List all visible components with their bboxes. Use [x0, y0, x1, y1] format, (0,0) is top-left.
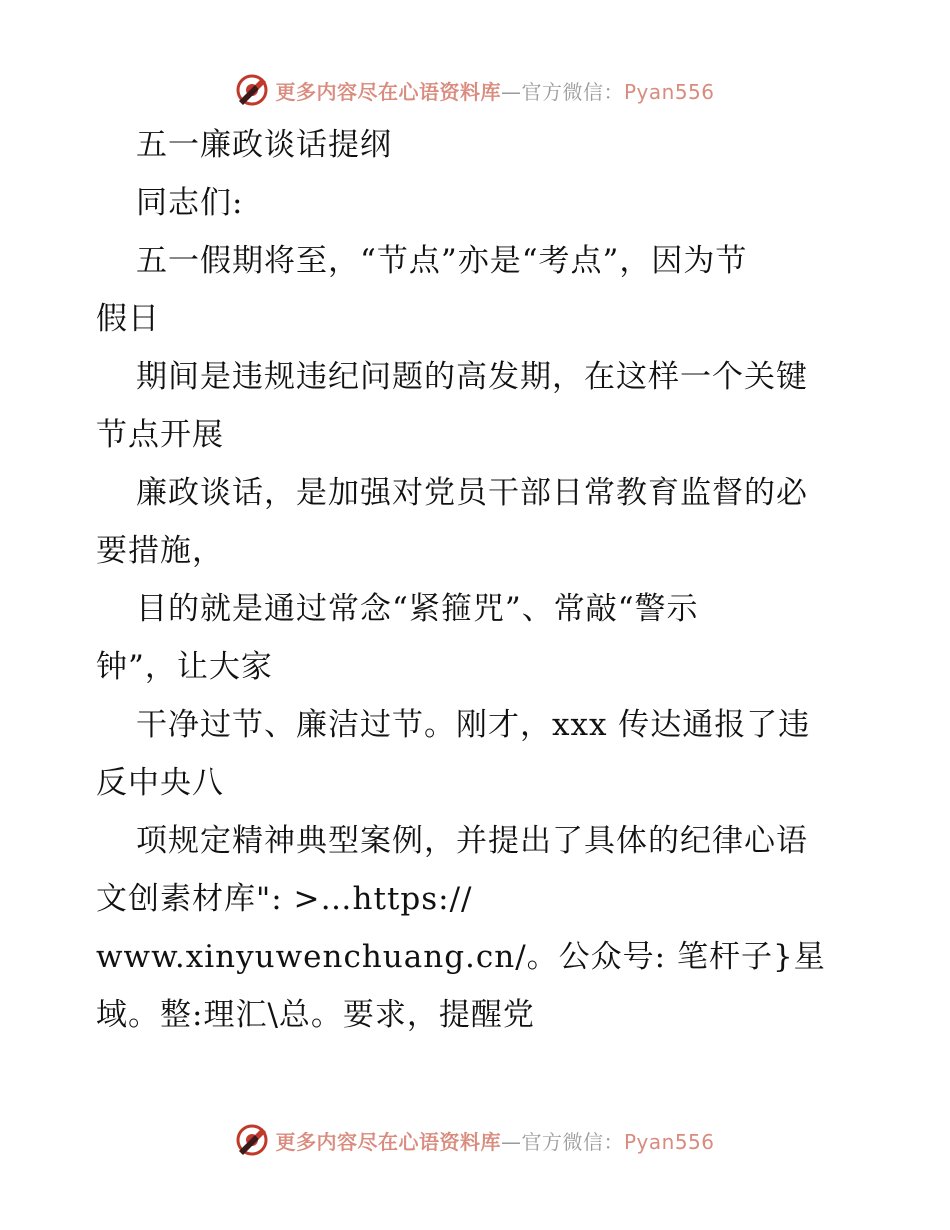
text-line: 同志们:	[136, 185, 244, 221]
banner-account: Pyan556	[623, 79, 715, 104]
text-line: 干净过节、廉洁过节。刚才，xxx 传达通报了违	[136, 707, 811, 743]
text-line: 节点开展	[96, 417, 224, 453]
banner-main-text: 更多内容尽在心语资料库	[275, 1129, 501, 1154]
banner-dash: —	[500, 79, 522, 104]
text-line: 要措施，	[96, 533, 224, 569]
text-line: 域。整:理汇\总。要求，提醒党	[96, 997, 535, 1033]
banner-wechat-label: 官方微信：	[521, 1129, 624, 1154]
banner-account: Pyan556	[623, 1129, 715, 1154]
text-line: www.xinyuwenchuang.cn/。公众号: 笔杆子}星	[96, 939, 826, 975]
text-line: 廉政谈话，是加强对党员干部日常教育监督的必	[136, 475, 808, 511]
text-line: 项规定精神典型案例，并提出了具体的纪律心语	[136, 823, 808, 859]
banner-text	[275, 1126, 714, 1155]
logo-icon	[235, 73, 269, 107]
banner-text	[275, 76, 714, 105]
banner-main-text: 更多内容尽在心语资料库	[275, 79, 501, 104]
text-line: 文创素材库": >…https://	[96, 881, 473, 917]
text-line: 假日	[96, 301, 160, 337]
text-line: 期间是违规违纪问题的高发期，在这样一个关键	[136, 359, 808, 395]
text-line: 五一假期将至，“节点”亦是“考点”，因为节	[136, 243, 748, 279]
banner-dash: —	[500, 1129, 522, 1154]
text-line: 目的就是通过常念“紧箍咒”、常敲“警示	[136, 591, 699, 627]
text-line: 五一廉政谈话提纲	[136, 127, 392, 163]
banner-wechat-label: 官方微信：	[521, 79, 624, 104]
document-body	[96, 116, 856, 1044]
text-line: 反中央八	[96, 765, 224, 801]
logo-icon	[235, 1123, 269, 1157]
footer-banner	[0, 1120, 950, 1160]
text-line: 钟”，让大家	[96, 649, 273, 685]
header-banner	[0, 70, 950, 110]
